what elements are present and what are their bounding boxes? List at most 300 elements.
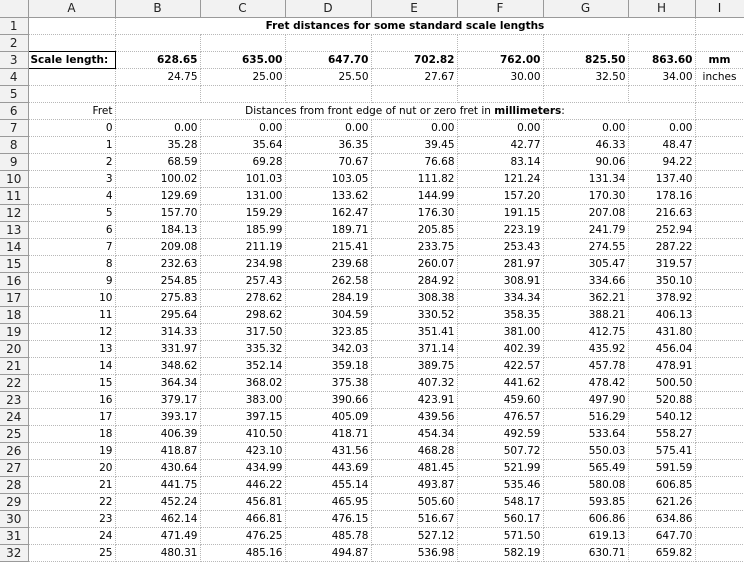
fret-distance-cell[interactable]: 335.32 <box>200 340 285 357</box>
column-header-H[interactable]: H <box>628 0 695 17</box>
fret-distance-cell[interactable]: 443.69 <box>285 459 371 476</box>
fret-number-cell[interactable]: 13 <box>28 340 115 357</box>
fret-distance-cell[interactable]: 455.14 <box>285 476 371 493</box>
fret-distance-cell[interactable]: 0.00 <box>628 119 695 136</box>
fret-distance-cell[interactable]: 211.19 <box>200 238 285 255</box>
fret-distance-cell[interactable]: 100.02 <box>115 170 200 187</box>
fret-distance-cell[interactable]: 439.56 <box>371 408 457 425</box>
fret-number-cell[interactable]: 12 <box>28 323 115 340</box>
fret-distance-cell[interactable]: 178.16 <box>628 187 695 204</box>
fret-distance-cell[interactable]: 83.14 <box>457 153 543 170</box>
cell-F2[interactable] <box>457 34 543 51</box>
row-header-28[interactable]: 28 <box>0 476 28 493</box>
column-header-E[interactable]: E <box>371 0 457 17</box>
fret-distance-cell[interactable]: 76.68 <box>371 153 457 170</box>
fret-distance-cell[interactable]: 90.06 <box>543 153 628 170</box>
cell-I2[interactable] <box>695 34 744 51</box>
fret-distance-cell[interactable]: 406.13 <box>628 306 695 323</box>
fret-distance-cell[interactable]: 234.98 <box>200 255 285 272</box>
cell-I16[interactable] <box>695 272 744 289</box>
fret-distance-cell[interactable]: 334.34 <box>457 289 543 306</box>
scale-in-H[interactable]: 34.00 <box>628 68 695 85</box>
fret-distance-cell[interactable]: 207.08 <box>543 204 628 221</box>
fret-number-cell[interactable]: 15 <box>28 374 115 391</box>
fret-distance-cell[interactable]: 304.59 <box>285 306 371 323</box>
fret-number-cell[interactable]: 6 <box>28 221 115 238</box>
fret-distance-cell[interactable]: 571.50 <box>457 527 543 544</box>
fret-distance-cell[interactable]: 131.00 <box>200 187 285 204</box>
fret-distance-cell[interactable]: 560.17 <box>457 510 543 527</box>
row-header-13[interactable]: 13 <box>0 221 28 238</box>
row-header-29[interactable]: 29 <box>0 493 28 510</box>
fret-distance-cell[interactable]: 485.78 <box>285 527 371 544</box>
fret-distance-cell[interactable]: 527.12 <box>371 527 457 544</box>
cell-I1[interactable] <box>695 17 744 34</box>
cell-A2[interactable] <box>28 34 115 51</box>
cell-H5[interactable] <box>628 85 695 102</box>
fret-distance-cell[interactable]: 630.71 <box>543 544 628 561</box>
fret-distance-cell[interactable]: 257.43 <box>200 272 285 289</box>
row-header-3[interactable]: 3 <box>0 51 28 68</box>
row-header-4[interactable]: 4 <box>0 68 28 85</box>
column-header-D[interactable]: D <box>285 0 371 17</box>
scale-in-B[interactable]: 24.75 <box>115 68 200 85</box>
fret-distance-cell[interactable]: 471.49 <box>115 527 200 544</box>
row-header-19[interactable]: 19 <box>0 323 28 340</box>
row-header-15[interactable]: 15 <box>0 255 28 272</box>
fret-distance-cell[interactable]: 330.52 <box>371 306 457 323</box>
fret-number-cell[interactable]: 9 <box>28 272 115 289</box>
cell-I5[interactable] <box>695 85 744 102</box>
cell-I32[interactable] <box>695 544 744 561</box>
cell-I29[interactable] <box>695 493 744 510</box>
fret-distance-cell[interactable]: 480.31 <box>115 544 200 561</box>
fret-distance-cell[interactable]: 133.62 <box>285 187 371 204</box>
row-header-8[interactable]: 8 <box>0 136 28 153</box>
fret-distance-cell[interactable]: 575.41 <box>628 442 695 459</box>
row-header-6[interactable]: 6 <box>0 102 28 119</box>
fret-number-cell[interactable]: 1 <box>28 136 115 153</box>
scale-in-G[interactable]: 32.50 <box>543 68 628 85</box>
fret-distance-cell[interactable]: 476.15 <box>285 510 371 527</box>
cell-A5[interactable] <box>28 85 115 102</box>
fret-distance-cell[interactable]: 159.29 <box>200 204 285 221</box>
row-header-22[interactable]: 22 <box>0 374 28 391</box>
fret-distance-cell[interactable]: 131.34 <box>543 170 628 187</box>
fret-distance-cell[interactable]: 35.64 <box>200 136 285 153</box>
fret-distance-cell[interactable]: 308.38 <box>371 289 457 306</box>
row-header-16[interactable]: 16 <box>0 272 28 289</box>
fret-distance-cell[interactable]: 232.63 <box>115 255 200 272</box>
fret-distance-cell[interactable]: 284.19 <box>285 289 371 306</box>
cell-I22[interactable] <box>695 374 744 391</box>
cell-I19[interactable] <box>695 323 744 340</box>
fret-distance-cell[interactable]: 393.17 <box>115 408 200 425</box>
row-header-18[interactable]: 18 <box>0 306 28 323</box>
fret-distance-cell[interactable]: 275.83 <box>115 289 200 306</box>
fret-distance-cell[interactable]: 418.71 <box>285 425 371 442</box>
cell-I6[interactable] <box>695 102 744 119</box>
fret-distance-cell[interactable]: 412.75 <box>543 323 628 340</box>
fret-distance-cell[interactable]: 466.81 <box>200 510 285 527</box>
fret-distance-cell[interactable]: 0.00 <box>457 119 543 136</box>
cell-D2[interactable] <box>285 34 371 51</box>
unit-inches-label[interactable]: inches <box>695 68 744 85</box>
column-header-B[interactable]: B <box>115 0 200 17</box>
row-header-11[interactable]: 11 <box>0 187 28 204</box>
fret-distance-cell[interactable]: 478.42 <box>543 374 628 391</box>
cell-D5[interactable] <box>285 85 371 102</box>
fret-distance-cell[interactable]: 36.35 <box>285 136 371 153</box>
cell-I20[interactable] <box>695 340 744 357</box>
fret-distance-cell[interactable]: 441.75 <box>115 476 200 493</box>
cell-A1[interactable] <box>28 17 115 34</box>
fret-distance-cell[interactable]: 462.14 <box>115 510 200 527</box>
fret-number-cell[interactable]: 17 <box>28 408 115 425</box>
fret-distance-cell[interactable]: 423.10 <box>200 442 285 459</box>
fret-distance-cell[interactable]: 430.64 <box>115 459 200 476</box>
fret-distance-cell[interactable]: 331.97 <box>115 340 200 357</box>
fret-number-cell[interactable]: 2 <box>28 153 115 170</box>
fret-number-cell[interactable]: 18 <box>28 425 115 442</box>
fret-distance-cell[interactable]: 94.22 <box>628 153 695 170</box>
fret-number-cell[interactable]: 5 <box>28 204 115 221</box>
fret-distance-cell[interactable]: 351.41 <box>371 323 457 340</box>
fret-distance-cell[interactable]: 406.39 <box>115 425 200 442</box>
fret-distance-cell[interactable]: 441.62 <box>457 374 543 391</box>
cell-I26[interactable] <box>695 442 744 459</box>
scale-in-C[interactable]: 25.00 <box>200 68 285 85</box>
cell-I14[interactable] <box>695 238 744 255</box>
fret-distance-cell[interactable]: 550.03 <box>543 442 628 459</box>
fret-distance-cell[interactable]: 621.26 <box>628 493 695 510</box>
select-all-corner[interactable] <box>0 0 28 17</box>
fret-distance-cell[interactable]: 253.43 <box>457 238 543 255</box>
row-header-17[interactable]: 17 <box>0 289 28 306</box>
fret-distance-cell[interactable]: 481.45 <box>371 459 457 476</box>
cell-C5[interactable] <box>200 85 285 102</box>
fret-distance-cell[interactable]: 295.64 <box>115 306 200 323</box>
fret-distance-cell[interactable]: 157.70 <box>115 204 200 221</box>
fret-distance-cell[interactable]: 157.20 <box>457 187 543 204</box>
fret-distance-cell[interactable]: 606.85 <box>628 476 695 493</box>
fret-distance-cell[interactable]: 254.85 <box>115 272 200 289</box>
cell-I17[interactable] <box>695 289 744 306</box>
cell-I13[interactable] <box>695 221 744 238</box>
cell-I15[interactable] <box>695 255 744 272</box>
fret-distance-cell[interactable]: 216.63 <box>628 204 695 221</box>
fret-distance-cell[interactable]: 362.21 <box>543 289 628 306</box>
fret-distance-cell[interactable]: 476.25 <box>200 527 285 544</box>
fret-distance-cell[interactable]: 184.13 <box>115 221 200 238</box>
fret-distance-cell[interactable]: 434.99 <box>200 459 285 476</box>
row-header-2[interactable]: 2 <box>0 34 28 51</box>
fret-number-cell[interactable]: 20 <box>28 459 115 476</box>
fret-distance-cell[interactable]: 582.19 <box>457 544 543 561</box>
fret-distance-cell[interactable]: 371.14 <box>371 340 457 357</box>
fret-distance-cell[interactable]: 379.17 <box>115 391 200 408</box>
fret-distance-cell[interactable]: 176.30 <box>371 204 457 221</box>
fret-distance-cell[interactable]: 565.49 <box>543 459 628 476</box>
fret-distance-cell[interactable]: 497.90 <box>543 391 628 408</box>
fret-distance-cell[interactable]: 493.87 <box>371 476 457 493</box>
fret-distance-cell[interactable]: 368.02 <box>200 374 285 391</box>
scale-mm-C[interactable]: 635.00 <box>200 51 285 68</box>
fret-distance-cell[interactable]: 359.18 <box>285 357 371 374</box>
unit-mm-label[interactable]: mm <box>695 51 744 68</box>
fret-distance-cell[interactable]: 298.62 <box>200 306 285 323</box>
fret-distance-cell[interactable]: 0.00 <box>285 119 371 136</box>
fret-distance-cell[interactable]: 456.81 <box>200 493 285 510</box>
fret-distance-cell[interactable]: 205.85 <box>371 221 457 238</box>
fret-distance-cell[interactable]: 634.86 <box>628 510 695 527</box>
fret-distance-cell[interactable]: 241.79 <box>543 221 628 238</box>
fret-distance-cell[interactable]: 540.12 <box>628 408 695 425</box>
fret-distance-cell[interactable]: 423.91 <box>371 391 457 408</box>
cell-I23[interactable] <box>695 391 744 408</box>
fret-number-cell[interactable]: 23 <box>28 510 115 527</box>
fret-distance-cell[interactable]: 521.99 <box>457 459 543 476</box>
fret-distance-cell[interactable]: 390.66 <box>285 391 371 408</box>
fret-number-cell[interactable]: 24 <box>28 527 115 544</box>
column-header-A[interactable]: A <box>28 0 115 17</box>
cell-I12[interactable] <box>695 204 744 221</box>
fret-number-cell[interactable]: 4 <box>28 187 115 204</box>
cell-E5[interactable] <box>371 85 457 102</box>
fret-distance-cell[interactable]: 317.50 <box>200 323 285 340</box>
fret-distance-cell[interactable]: 278.62 <box>200 289 285 306</box>
fret-distance-cell[interactable]: 162.47 <box>285 204 371 221</box>
fret-distance-cell[interactable]: 342.03 <box>285 340 371 357</box>
fret-distance-cell[interactable]: 314.33 <box>115 323 200 340</box>
cell-E2[interactable] <box>371 34 457 51</box>
fret-distance-cell[interactable]: 606.86 <box>543 510 628 527</box>
fret-distance-cell[interactable]: 435.92 <box>543 340 628 357</box>
column-header-I[interactable]: I <box>695 0 744 17</box>
scale-mm-B[interactable]: 628.65 <box>115 51 200 68</box>
fret-distance-cell[interactable]: 516.29 <box>543 408 628 425</box>
fret-number-cell[interactable]: 21 <box>28 476 115 493</box>
fret-distance-cell[interactable]: 446.22 <box>200 476 285 493</box>
fret-number-cell[interactable]: 8 <box>28 255 115 272</box>
fret-distance-cell[interactable]: 485.16 <box>200 544 285 561</box>
scale-in-F[interactable]: 30.00 <box>457 68 543 85</box>
fret-distance-cell[interactable]: 465.95 <box>285 493 371 510</box>
scale-mm-F[interactable]: 762.00 <box>457 51 543 68</box>
fret-distance-cell[interactable]: 456.04 <box>628 340 695 357</box>
fret-number-cell[interactable]: 0 <box>28 119 115 136</box>
fret-distance-cell[interactable]: 388.21 <box>543 306 628 323</box>
fret-distance-cell[interactable]: 189.71 <box>285 221 371 238</box>
distances-caption[interactable] <box>115 102 695 119</box>
fret-distance-cell[interactable]: 459.60 <box>457 391 543 408</box>
fret-distance-cell[interactable]: 233.75 <box>371 238 457 255</box>
fret-distance-cell[interactable]: 39.45 <box>371 136 457 153</box>
fret-distance-cell[interactable]: 42.77 <box>457 136 543 153</box>
row-header-1[interactable]: 1 <box>0 17 28 34</box>
row-header-27[interactable]: 27 <box>0 459 28 476</box>
fret-distance-cell[interactable]: 0.00 <box>371 119 457 136</box>
cell-I30[interactable] <box>695 510 744 527</box>
fret-distance-cell[interactable]: 457.78 <box>543 357 628 374</box>
cell-I10[interactable] <box>695 170 744 187</box>
fret-distance-cell[interactable]: 468.28 <box>371 442 457 459</box>
cell-I31[interactable] <box>695 527 744 544</box>
fret-distance-cell[interactable]: 144.99 <box>371 187 457 204</box>
cell-B2[interactable] <box>115 34 200 51</box>
fret-distance-cell[interactable]: 0.00 <box>200 119 285 136</box>
scale-mm-D[interactable]: 647.70 <box>285 51 371 68</box>
fret-distance-cell[interactable]: 593.85 <box>543 493 628 510</box>
fret-distance-cell[interactable]: 281.97 <box>457 255 543 272</box>
fret-number-cell[interactable]: 10 <box>28 289 115 306</box>
row-header-25[interactable]: 25 <box>0 425 28 442</box>
fret-number-cell[interactable]: 16 <box>28 391 115 408</box>
fret-number-cell[interactable]: 11 <box>28 306 115 323</box>
cell-G2[interactable] <box>543 34 628 51</box>
cell-B5[interactable] <box>115 85 200 102</box>
fret-distance-cell[interactable]: 389.75 <box>371 357 457 374</box>
fret-distance-cell[interactable]: 129.69 <box>115 187 200 204</box>
cell-I25[interactable] <box>695 425 744 442</box>
scale-in-E[interactable]: 27.67 <box>371 68 457 85</box>
fret-distance-cell[interactable]: 492.59 <box>457 425 543 442</box>
fret-distance-cell[interactable]: 410.50 <box>200 425 285 442</box>
fret-distance-cell[interactable]: 0.00 <box>115 119 200 136</box>
fret-distance-cell[interactable]: 591.59 <box>628 459 695 476</box>
row-header-24[interactable]: 24 <box>0 408 28 425</box>
fret-distance-cell[interactable]: 619.13 <box>543 527 628 544</box>
fret-number-cell[interactable]: 14 <box>28 357 115 374</box>
fret-distance-cell[interactable]: 548.17 <box>457 493 543 510</box>
fret-distance-cell[interactable]: 35.28 <box>115 136 200 153</box>
fret-number-cell[interactable]: 3 <box>28 170 115 187</box>
fret-distance-cell[interactable]: 70.67 <box>285 153 371 170</box>
row-header-32[interactable]: 32 <box>0 544 28 561</box>
fret-distance-cell[interactable]: 209.08 <box>115 238 200 255</box>
fret-distance-cell[interactable]: 121.24 <box>457 170 543 187</box>
scale-mm-H[interactable]: 863.60 <box>628 51 695 68</box>
row-header-23[interactable]: 23 <box>0 391 28 408</box>
row-header-21[interactable]: 21 <box>0 357 28 374</box>
fret-distance-cell[interactable]: 223.19 <box>457 221 543 238</box>
fret-distance-cell[interactable]: 308.91 <box>457 272 543 289</box>
fret-distance-cell[interactable]: 505.60 <box>371 493 457 510</box>
fret-distance-cell[interactable]: 191.15 <box>457 204 543 221</box>
row-header-7[interactable]: 7 <box>0 119 28 136</box>
row-header-31[interactable]: 31 <box>0 527 28 544</box>
column-header-C[interactable]: C <box>200 0 285 17</box>
fret-distance-cell[interactable]: 516.67 <box>371 510 457 527</box>
fret-distance-cell[interactable]: 101.03 <box>200 170 285 187</box>
fret-distance-cell[interactable]: 431.56 <box>285 442 371 459</box>
scale-length-label[interactable]: Scale length: <box>28 51 115 68</box>
fret-distance-cell[interactable]: 422.57 <box>457 357 543 374</box>
row-header-12[interactable]: 12 <box>0 204 28 221</box>
fret-distance-cell[interactable]: 284.92 <box>371 272 457 289</box>
fret-column-label[interactable]: Fret <box>28 102 115 119</box>
fret-distance-cell[interactable]: 260.07 <box>371 255 457 272</box>
row-header-10[interactable]: 10 <box>0 170 28 187</box>
fret-number-cell[interactable]: 7 <box>28 238 115 255</box>
fret-distance-cell[interactable]: 103.05 <box>285 170 371 187</box>
fret-distance-cell[interactable]: 397.15 <box>200 408 285 425</box>
scale-mm-G[interactable]: 825.50 <box>543 51 628 68</box>
fret-distance-cell[interactable]: 659.82 <box>628 544 695 561</box>
fret-distance-cell[interactable]: 418.87 <box>115 442 200 459</box>
fret-distance-cell[interactable]: 431.80 <box>628 323 695 340</box>
cell-I28[interactable] <box>695 476 744 493</box>
fret-distance-cell[interactable]: 407.32 <box>371 374 457 391</box>
fret-distance-cell[interactable]: 536.98 <box>371 544 457 561</box>
cell-C2[interactable] <box>200 34 285 51</box>
fret-distance-cell[interactable]: 383.00 <box>200 391 285 408</box>
cell-I24[interactable] <box>695 408 744 425</box>
fret-distance-cell[interactable]: 533.64 <box>543 425 628 442</box>
row-header-26[interactable]: 26 <box>0 442 28 459</box>
fret-distance-cell[interactable]: 535.46 <box>457 476 543 493</box>
cell-I8[interactable] <box>695 136 744 153</box>
fret-distance-cell[interactable]: 69.28 <box>200 153 285 170</box>
cell-A4[interactable] <box>28 68 115 85</box>
sheet-title[interactable]: Fret distances for some standard scale lengths <box>115 17 695 34</box>
fret-distance-cell[interactable]: 274.55 <box>543 238 628 255</box>
cell-I7[interactable] <box>695 119 744 136</box>
column-header-F[interactable]: F <box>457 0 543 17</box>
fret-distance-cell[interactable]: 405.09 <box>285 408 371 425</box>
fret-distance-cell[interactable]: 580.08 <box>543 476 628 493</box>
fret-distance-cell[interactable]: 478.91 <box>628 357 695 374</box>
scale-in-D[interactable]: 25.50 <box>285 68 371 85</box>
fret-distance-cell[interactable]: 364.34 <box>115 374 200 391</box>
fret-distance-cell[interactable]: 381.00 <box>457 323 543 340</box>
row-header-20[interactable]: 20 <box>0 340 28 357</box>
fret-distance-cell[interactable]: 358.35 <box>457 306 543 323</box>
fret-distance-cell[interactable]: 520.88 <box>628 391 695 408</box>
fret-distance-cell[interactable]: 350.10 <box>628 272 695 289</box>
cell-I9[interactable] <box>695 153 744 170</box>
fret-distance-cell[interactable]: 476.57 <box>457 408 543 425</box>
fret-distance-cell[interactable]: 558.27 <box>628 425 695 442</box>
scale-mm-E[interactable]: 702.82 <box>371 51 457 68</box>
fret-distance-cell[interactable]: 111.82 <box>371 170 457 187</box>
cell-I21[interactable] <box>695 357 744 374</box>
cell-F5[interactable] <box>457 85 543 102</box>
fret-number-cell[interactable]: 19 <box>28 442 115 459</box>
cell-I27[interactable] <box>695 459 744 476</box>
fret-distance-cell[interactable]: 252.94 <box>628 221 695 238</box>
fret-distance-cell[interactable]: 48.47 <box>628 136 695 153</box>
fret-distance-cell[interactable]: 185.99 <box>200 221 285 238</box>
fret-distance-cell[interactable]: 170.30 <box>543 187 628 204</box>
fret-distance-cell[interactable]: 319.57 <box>628 255 695 272</box>
fret-distance-cell[interactable]: 378.92 <box>628 289 695 306</box>
cell-G5[interactable] <box>543 85 628 102</box>
fret-distance-cell[interactable]: 262.58 <box>285 272 371 289</box>
fret-distance-cell[interactable]: 647.70 <box>628 527 695 544</box>
fret-distance-cell[interactable]: 352.14 <box>200 357 285 374</box>
row-header-14[interactable]: 14 <box>0 238 28 255</box>
fret-distance-cell[interactable]: 454.34 <box>371 425 457 442</box>
fret-distance-cell[interactable]: 137.40 <box>628 170 695 187</box>
fret-distance-cell[interactable]: 500.50 <box>628 374 695 391</box>
fret-distance-cell[interactable]: 0.00 <box>543 119 628 136</box>
row-header-9[interactable]: 9 <box>0 153 28 170</box>
fret-distance-cell[interactable]: 375.38 <box>285 374 371 391</box>
fret-distance-cell[interactable]: 348.62 <box>115 357 200 374</box>
fret-distance-cell[interactable]: 239.68 <box>285 255 371 272</box>
cell-I11[interactable] <box>695 187 744 204</box>
